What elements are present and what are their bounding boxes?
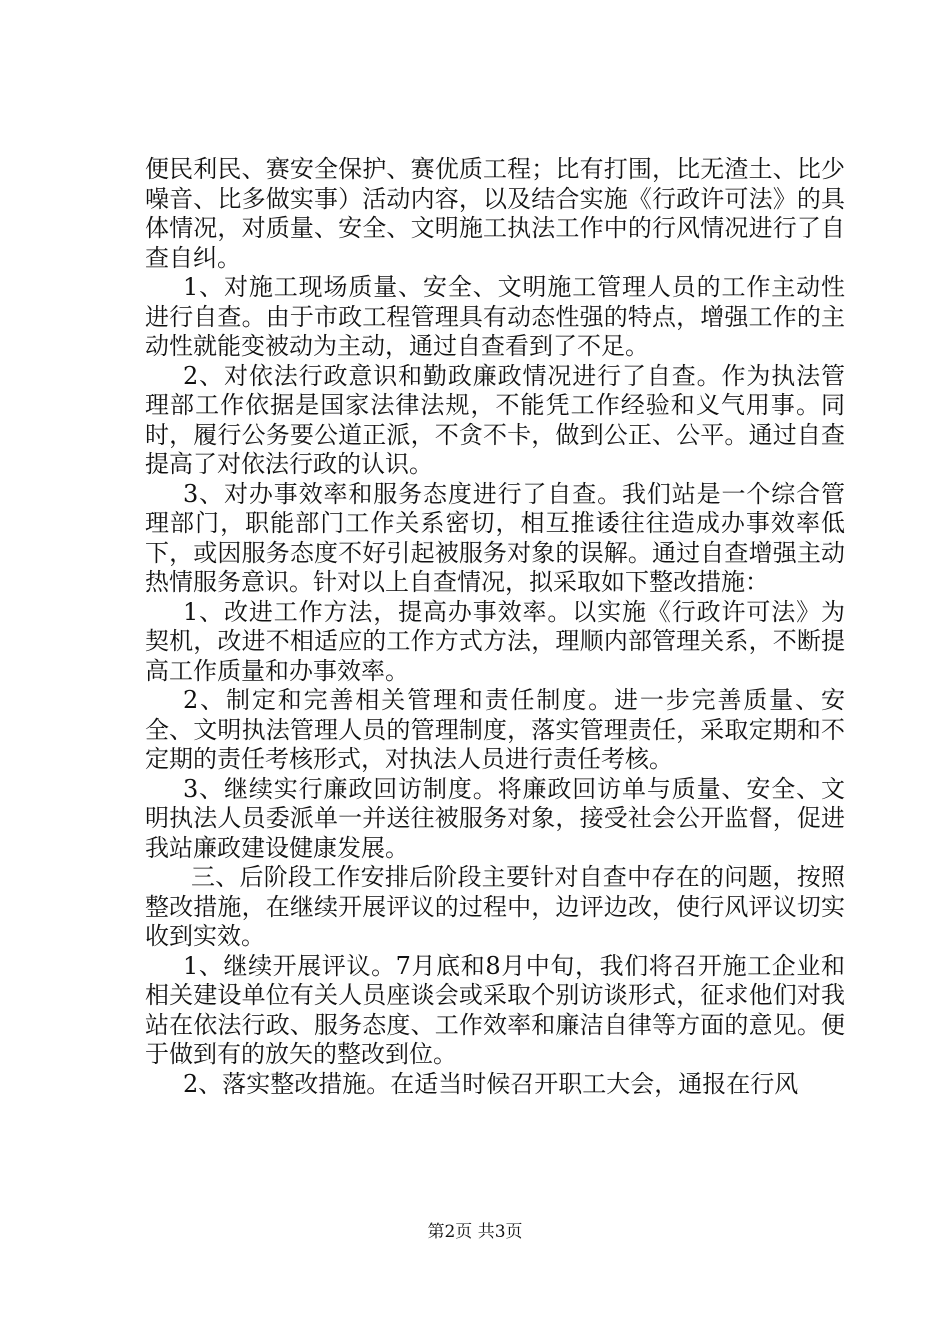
paragraph-measure-1: 1、改进工作方法，提高办事效率。以实施《行政许可法》为契机，改进不相适应的工作方式方法，理顺内部管理关系，不断提高工作质量和办事效率。 (145, 597, 845, 685)
paragraph-measure-2: 2、制定和完善相关管理和责任制度。进一步完善质量、安全、文明执法管理人员的管理制度，落实管理责任，采取定期和不定期的责任考核形式，对执法人员进行责任考核。 (145, 686, 845, 773)
paragraph-measure-3: 3、继续实行廉政回访制度。将廉政回访单与质量、安全、文明执法人员委派单一并送往被服务对象，接受社会公开监督，促进我站廉政建设健康发展。 (145, 774, 845, 862)
paragraph-item-3: 3、对办事效率和服务态度进行了自查。我们站是一个综合管理部门，职能部门工作关系密切，相互推诿往往造成办事效率低下，或因服务态度不好引起被服务对象的误解。通过自查增强主动热情服务意识。针对以上自查情况，拟采取如下整改措施： (145, 479, 845, 596)
document-body (145, 155, 845, 1099)
paragraph-item-2: 2、对依法行政意识和勤政廉政情况进行了自查。作为执法管理部工作依据是国家法律法规，不能凭工作经验和义气用事。同时，履行公务要公道正派，不贪不卡，做到公正、公平。通过自查提高了对依法行政的认识。 (145, 361, 845, 478)
paragraph-continuation: 便民利民、赛安全保护、赛优质工程；比有打围，比无渣土、比少噪音、比多做实事）活动内容，以及结合实施《行政许可法》的具体情况，对质量、安全、文明施工执法工作中的行风情况进行了自查自纠。 (145, 155, 845, 272)
paragraph-item-1: 1、对施工现场质量、安全、文明施工管理人员的工作主动性进行自查。由于市政工程管理具有动态性强的特点，增强工作的主动性就能变被动为主动，通过自查看到了不足。 (145, 273, 845, 360)
paragraph-plan-2: 2、落实整改措施。在适当时候召开职工大会，通报在行风 (183, 1069, 799, 1098)
paragraph-section-3: 三、后阶段工作安排后阶段主要针对自查中存在的问题，按照整改措施，在继续开展评议的过程中，边评边改，使行风评议切实收到实效。 (145, 863, 845, 950)
paragraph-plan-1: 1、继续开展评议。7月底和8月中旬，我们将召开施工企业和相关建设单位有关人员座谈会或采取个别访谈形式，征求他们对我站在依法行政、服务态度、工作效率和廉洁自律等方面的意见。便于做到有的放矢的整改到位。 (145, 951, 845, 1068)
page-footer: 第2页 共3页 (427, 1222, 523, 1242)
